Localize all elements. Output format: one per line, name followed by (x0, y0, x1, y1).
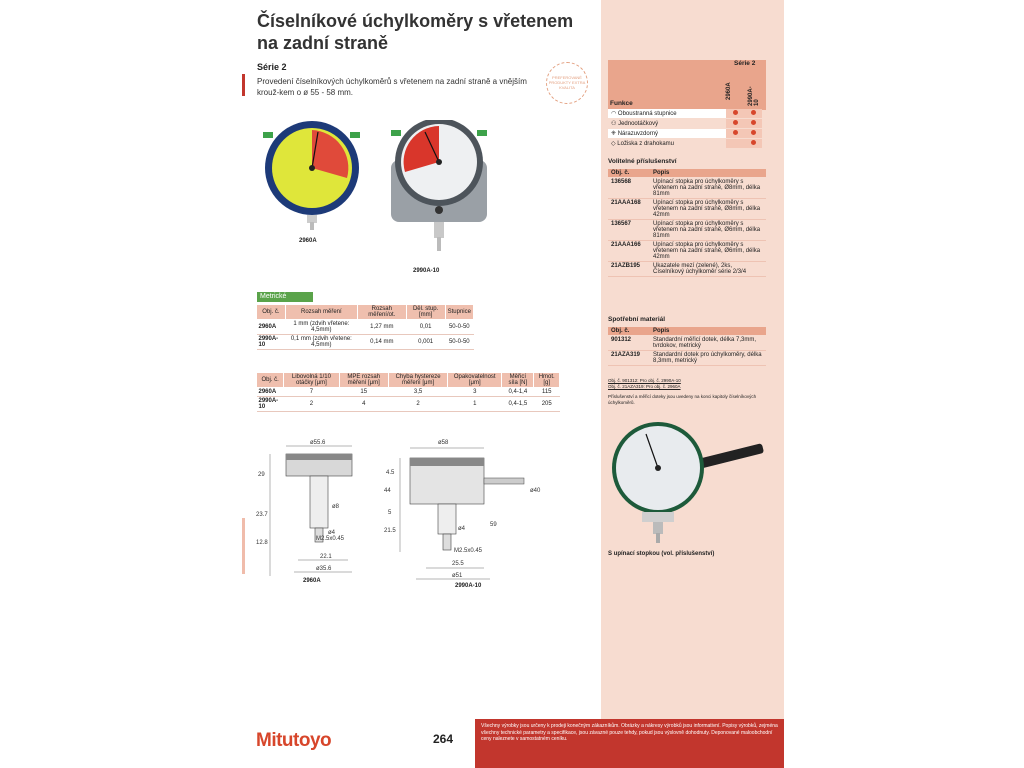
contact-point (656, 533, 660, 543)
cell: 3,5 (388, 388, 447, 397)
cell: 1 mm (zdvih vřetene: 4,5mm) (285, 320, 357, 335)
check-dot (751, 130, 756, 135)
cell: 21AAA168 (608, 199, 650, 220)
cell: 0,1 mm (zdvih vřetene: 4,5mm) (285, 335, 357, 350)
col-header: Obj. č. (257, 305, 286, 320)
cell: 0,4-1,5 (502, 397, 534, 412)
cell: 4 (339, 397, 388, 412)
cell: 136568 (608, 178, 650, 199)
cell: 2990A-10 (257, 335, 286, 350)
cell: 0,14 mm (357, 335, 406, 350)
table-row (608, 129, 762, 139)
dim: 22.1 (320, 554, 332, 560)
cell: 0,4-1,4 (502, 388, 534, 397)
footer-disclaimer: Všechny výrobky jsou určeny k prodeji konečným zákazníkům. Obrázky a nákresy výrobků jsou informativní. Popisy výrobků, zejména všechny technické parametry a specifikace, jsou závazné pouze tehdy, pokud jsou výslovně dohodnuty. Deponované maloobchodní ceny naleznete v samostatném ceníku. (475, 719, 784, 768)
feature-table (608, 109, 762, 149)
cell: 15 (339, 388, 388, 397)
description: Provedení číselníkových úchylkoměrů s vřetenem na zadní straně a vnějším krouž-kem o ø 55 - 58 mm. (257, 77, 527, 97)
cell: 901312 (608, 336, 650, 351)
gauge-photo-2960a (255, 120, 370, 230)
cell: 0,01 (406, 320, 445, 335)
dim: 21.5 (384, 528, 396, 534)
contact-point (310, 222, 314, 230)
shock-icon: ⁜ (611, 131, 617, 137)
dim: M2.5x0.45 (454, 548, 483, 554)
col-header: Obj. č. (608, 327, 650, 336)
dim: 44 (384, 488, 391, 494)
dim: 25.5 (452, 561, 464, 567)
check-dot (733, 130, 738, 135)
dim: 23.7 (256, 512, 268, 518)
table-row (608, 199, 766, 220)
table-row (608, 336, 766, 351)
spec-table-1 (256, 304, 474, 350)
cell: 0,001 (406, 335, 445, 350)
cell: 50-0-50 (445, 335, 473, 350)
caption-holder: S upínací stopkou (vol. příslušenství) (608, 551, 715, 557)
check-dot (751, 110, 756, 115)
dim: ø55.6 (310, 440, 326, 446)
col-header: Hmot. [g] (534, 373, 560, 388)
cell: Upínací stopka pro úchylkoměry s vřetenem na zadní straně, Ø8mm, délka 81mm (650, 178, 766, 199)
dim: ø4 (458, 526, 466, 532)
drawing-caption-2960a: 2960A (303, 578, 321, 584)
cell: 21AAA166 (608, 241, 650, 262)
cell: 50-0-50 (445, 320, 473, 335)
cell: 2990A-10 (257, 397, 284, 412)
stamp-text: PREFEROVANÉ PRODUKTY EXTRA KVALITA (548, 75, 586, 90)
dim: ø51 (452, 573, 463, 579)
cell: Upínací stopka pro úchylkoměry s vřetenem na zadní straně, Ø8mm, délka 42mm (650, 199, 766, 220)
jewel-icon: ◇ (611, 141, 616, 147)
table-row (608, 109, 762, 119)
table-row (608, 139, 762, 149)
mount-hole (435, 206, 443, 214)
feature-label: Jednootáčkový (618, 121, 659, 127)
cell: 2 (388, 397, 447, 412)
dim: ø4 (328, 530, 336, 536)
dim: ø58 (438, 440, 449, 446)
cell: 1 (448, 397, 502, 412)
col-header: Obj. č. (608, 169, 650, 178)
caption-2990a: 2990A-10 (413, 268, 440, 274)
limit-pointer-right (350, 132, 360, 138)
cell: 205 (534, 397, 560, 412)
col-header: Rozsah měření/ot. (357, 305, 406, 320)
feature-label: Oboustranná stupnice (617, 111, 677, 117)
cell: 3 (448, 388, 502, 397)
col-header: Popis (650, 327, 766, 336)
mitutoyo-logo: Mitutoyo (256, 730, 332, 751)
limit-pointer-left (391, 130, 401, 136)
dim: M2.5x0.45 (316, 536, 345, 542)
cell: 2960A (257, 320, 286, 335)
accessories-table (608, 169, 766, 277)
table-row (257, 397, 560, 412)
dim: 4.5 (386, 470, 395, 476)
cell: 7 (284, 388, 339, 397)
feature-head: Funkce (610, 100, 633, 107)
series-label: Série 2 (257, 62, 287, 72)
check-dot (733, 110, 738, 115)
page-title: Číselníkové úchylkoměry s vřetenem na zadní straně (257, 11, 574, 53)
gauge-with-holder-photo (606, 420, 766, 545)
page-number: 264 (433, 732, 454, 746)
check-dot (751, 120, 756, 125)
col-header: Stupnice (445, 305, 473, 320)
cell: Standardní měřicí dotek, délka 7,3mm, tvrdokov, metrický (650, 336, 766, 351)
col-header: Děl. stup. [mm] (406, 305, 445, 320)
table-row (257, 388, 560, 397)
dim: ø35.6 (316, 566, 332, 572)
drawing-2990a (380, 434, 560, 584)
col-header: Měřicí síla [N] (502, 373, 534, 388)
caption-2960a: 2960A (299, 238, 317, 244)
cell: Upínací stopka pro úchylkoměry s vřetenem na zadní straně, Ø6mm, délka 81mm (650, 220, 766, 241)
dim: 29 (258, 472, 265, 478)
cell: 2960A (257, 388, 284, 397)
accessories-title: Volitelné příslušenství (608, 158, 677, 165)
table-row (608, 119, 762, 129)
dim: 59 (490, 522, 497, 528)
contact-point (437, 237, 441, 251)
cell: 21AZA319 (608, 351, 650, 366)
spec-table-2 (256, 372, 560, 412)
table-row (608, 262, 766, 277)
table-row (608, 241, 766, 262)
limit-pointer-right (477, 130, 487, 136)
table-row (257, 335, 474, 350)
cell: 136567 (608, 220, 650, 241)
semicircle-icon: ◠ (611, 111, 617, 117)
cell: 21AZB195 (608, 262, 650, 277)
gauge-back (642, 512, 674, 522)
col-header: Opakovatelnost [μm] (448, 373, 502, 388)
cell: 1,27 mm (357, 320, 406, 335)
dim: 5 (388, 510, 392, 516)
cell: Upínací stopka pro úchylkoměry s vřetenem na zadní straně, Ø6mm, délka 42mm (650, 241, 766, 262)
cell: Ukazatele mezí (zelené), 2ks, Číselníkový úchylkoměr série 2/3/4 (650, 262, 766, 277)
check-dot (733, 120, 738, 125)
feature-label: Nárazuvzdorný (617, 131, 659, 137)
col-header: Popis (650, 169, 766, 178)
consumables-table (608, 327, 766, 366)
drawing-caption-2990a: 2990A-10 (455, 583, 482, 589)
table-row (608, 220, 766, 241)
note-3: Příslušenství a měřicí doteky jsou uvedeny na konci kapitoly číselníkových úchylkoměrů. (608, 394, 757, 405)
table-row (257, 320, 474, 335)
col-header: Libovolná 1/10 otáčky [μm] (284, 373, 339, 388)
dim: ø8 (332, 504, 340, 510)
gauge-photo-2990a (385, 120, 493, 260)
dial-icon: ⚇ (611, 121, 617, 127)
stem (307, 215, 317, 223)
check-dot (751, 140, 756, 145)
col-header: Obj. č. (257, 373, 284, 388)
table-row (608, 178, 766, 199)
stem (434, 222, 444, 238)
col-header: Chyba hystereze měření [μm] (388, 373, 447, 388)
feature-col-2: 2990A-10 (748, 86, 760, 106)
accent-bar (242, 74, 245, 96)
stem (653, 522, 663, 534)
col-header: Rozsah měření (285, 305, 357, 320)
drawing-2960a (250, 436, 385, 581)
note-2: Obj. č. 21AZA319: Pro obj. č. 2960A (608, 384, 681, 389)
metric-label: Metrické (257, 292, 313, 302)
dim: 12.8 (256, 540, 268, 546)
feature-series: Série 2 (734, 60, 756, 67)
table-row (608, 351, 766, 366)
limit-pointer-left (263, 132, 273, 138)
note-1: Obj. č. 901312: Pro obj. č. 2990A-10 (608, 378, 681, 383)
feature-label: Ložiska z drahokamu (617, 141, 674, 147)
cell: 115 (534, 388, 560, 397)
dim: ø40 (530, 488, 541, 494)
cell: 2 (284, 397, 339, 412)
cell: Standardní dotek pro úchylkoměry, délka 8,3mm, metrický (650, 351, 766, 366)
consumables-title: Spotřební materiál (608, 316, 666, 323)
feature-header-block (608, 60, 766, 110)
quality-stamp (546, 62, 588, 104)
col-header: MPE rozsah měření [μm] (339, 373, 388, 388)
feature-col-1: 2960A (726, 82, 732, 100)
accent-stripe (242, 518, 245, 574)
